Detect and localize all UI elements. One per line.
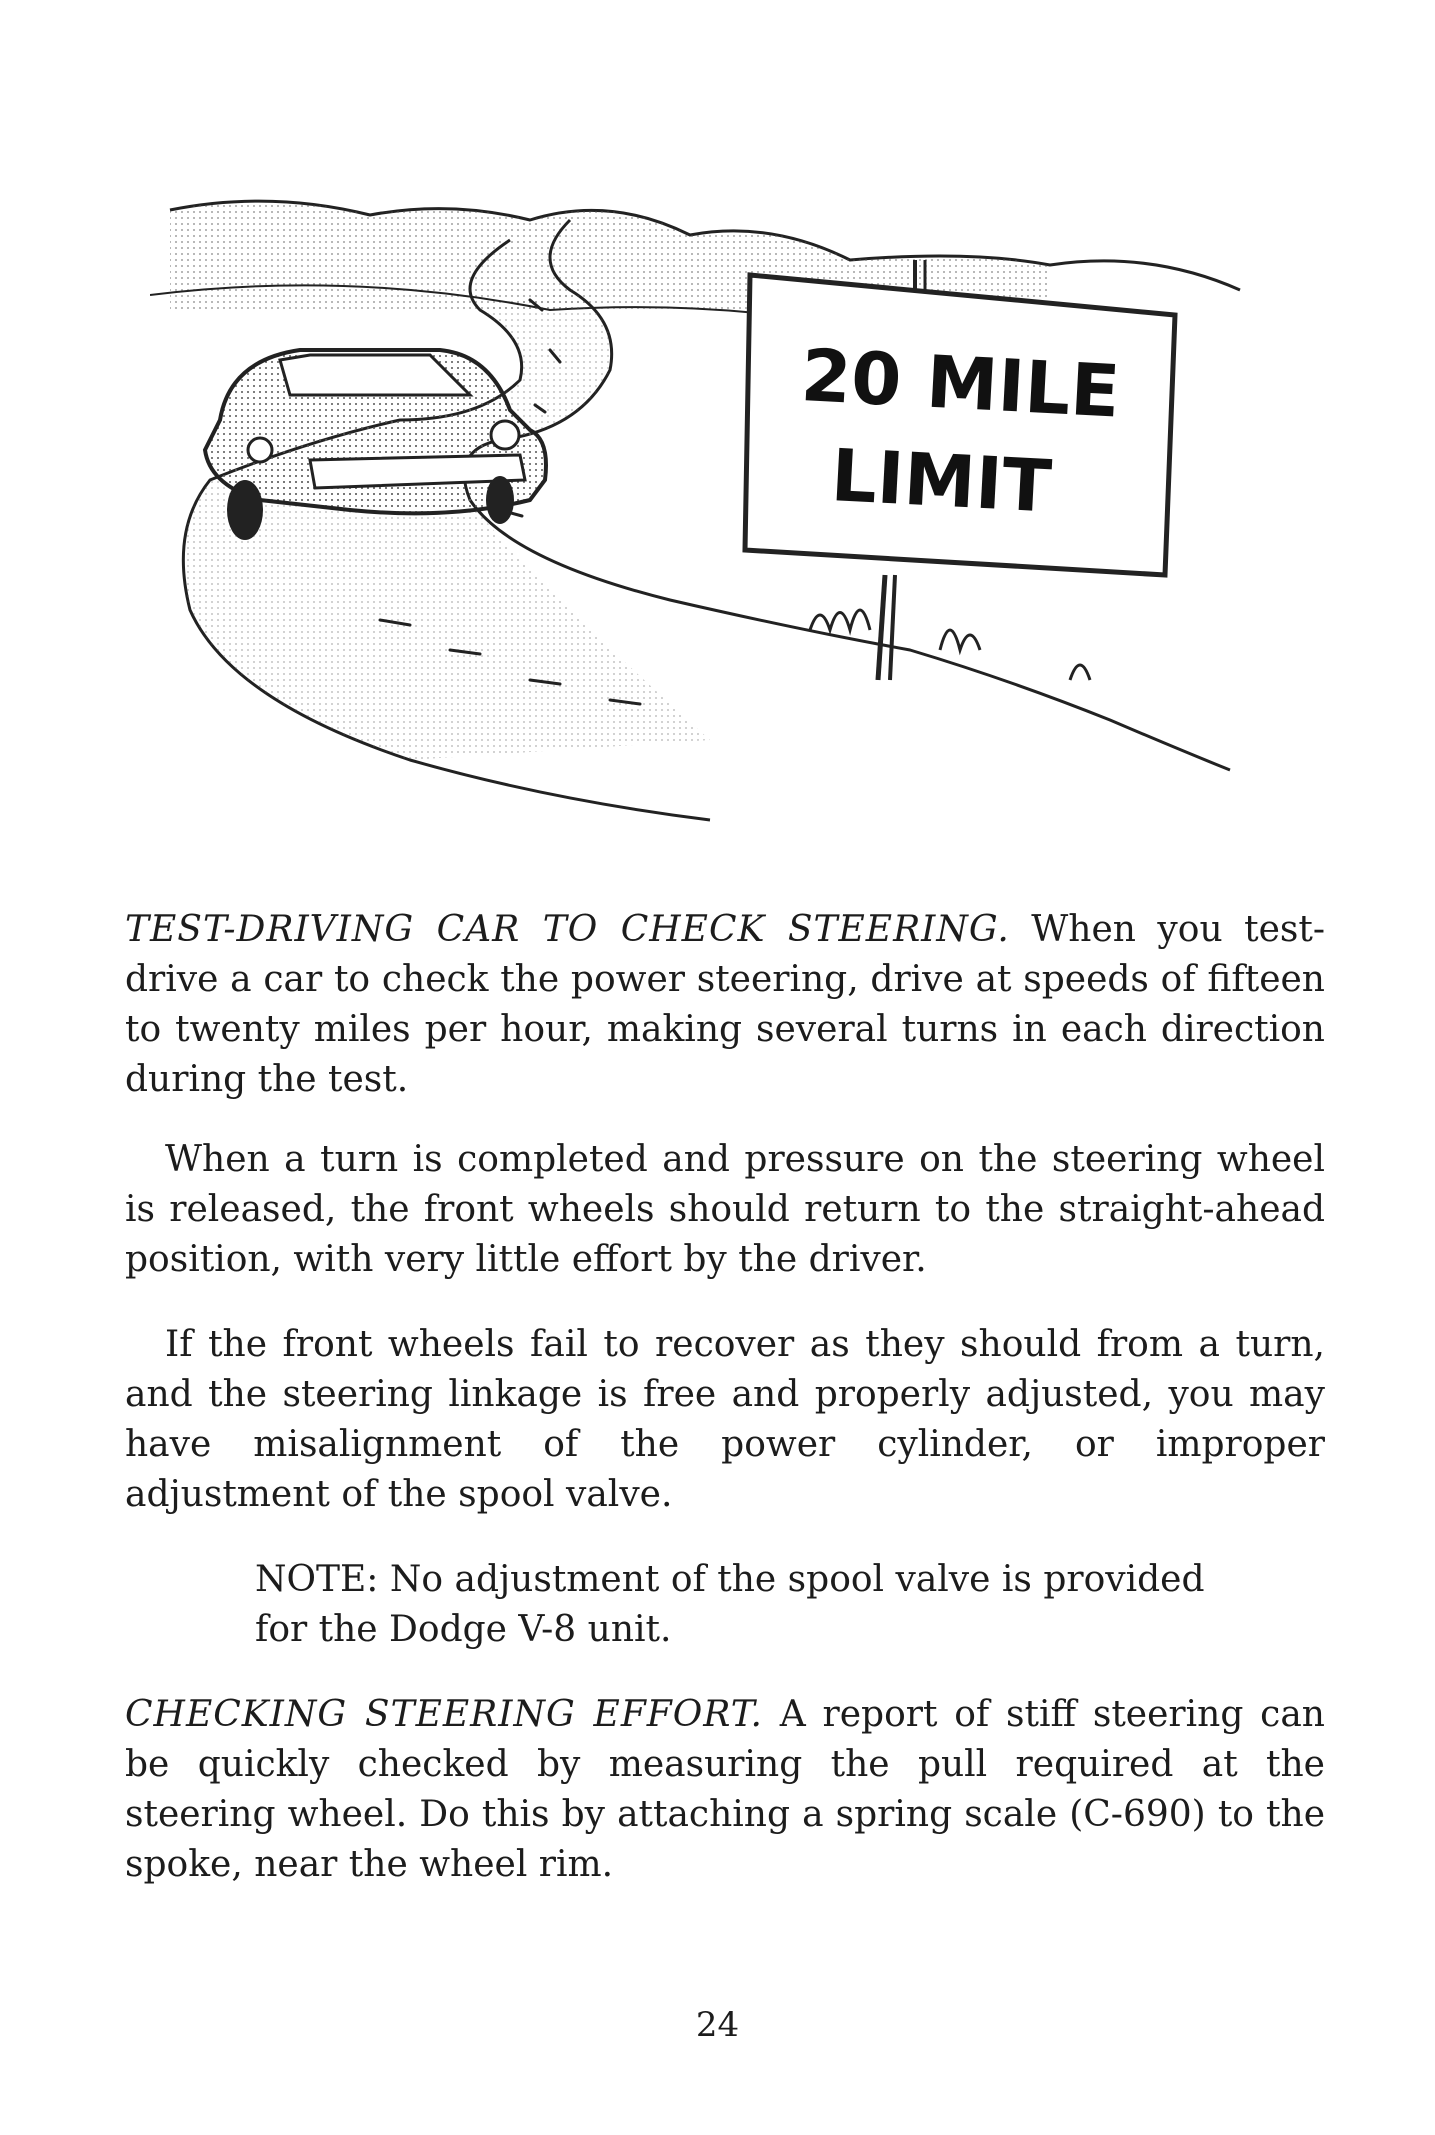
paragraph-body: When you test-drive a car to check the power steering, drive at speeds of fifteen to twenty miles per hour, making several turns in each direction during the test. <box>125 909 1325 1100</box>
note-spool-valve: NOTE: No adjustment of the spool valve is provided for the Dodge V-8 unit. <box>255 1559 1205 1650</box>
sign-line-1: 20 MILE <box>799 333 1122 434</box>
sign-line-2: LIMIT <box>829 433 1054 529</box>
page-number: 24 <box>695 2005 740 2045</box>
paragraph-turn-completed: When a turn is completed and pressure on the steering wheel is released, the front wheels should return to the straight-ahead position, with very little effort by the driver. <box>125 1139 1325 1280</box>
section-heading-test-driving: TEST-DRIVING CAR TO CHECK STEERING. <box>125 909 1010 950</box>
paragraph-test-driving <box>125 905 1325 1105</box>
paragraph-body: A report of stiff steering can be quickly checked by measuring the pull required at the steering wheel. Do this by attaching a spring scale (C-690) to the spoke, near the wheel rim. <box>125 1694 1325 1885</box>
speed-limit-sign <box>745 260 1175 680</box>
car <box>205 350 546 540</box>
road-car-illustration <box>150 180 1250 860</box>
paragraph-steering-effort <box>125 1690 1325 1890</box>
section-heading-steering-effort: CHECKING STEERING EFFORT. <box>125 1694 763 1735</box>
paragraph-wheels-fail: If the front wheels fail to recover as they should from a turn, and the steering linkage is free and properly adjusted, you may have misalignment of the power cylinder, or improper adjustment of the spool valve. <box>125 1324 1325 1515</box>
